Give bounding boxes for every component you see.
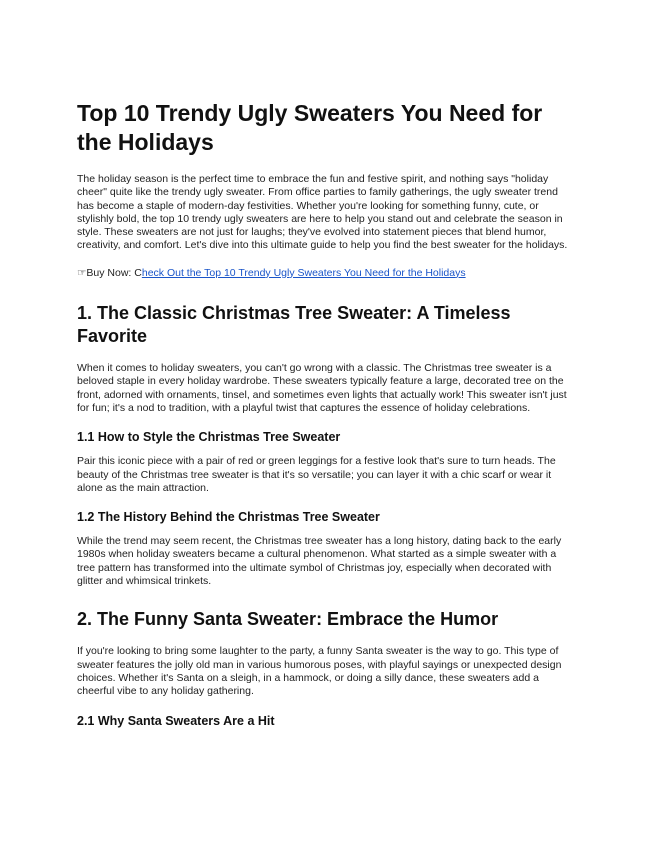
- section-body-2: If you're looking to bring some laughter to the party, a funny Santa sweater is the way to go. This type of sweater features the jolly old man in various humorous poses, with playful sayings or unexpected design choices. Whether it's Santa on a sleigh, in a hammock, or doing a silly dance, these sweaters add a cheerful vibe to any holiday gathering.: [77, 645, 562, 698]
- subsection-body-1-2: While the trend may seem recent, the Christmas tree sweater has a long history, dating back to the early 1980s when holiday sweaters became a cultural phenomenon. What started as a simple sweater with a tree pattern has transformed into the ultimate symbol of Christmas joy, especially when decorated with glitter and whimsical trinkets.: [77, 535, 562, 588]
- buy-now-line: [77, 267, 577, 280]
- subsection-body-1-1: Pair this iconic piece with a pair of red or green leggings for a festive look that's sure to turn heads. The beauty of the Christmas tree sweater is that it's so versatile; you can layer it with a chic scarf or wear it alone as the main attraction.: [77, 455, 556, 494]
- subsection-heading-2-1: 2.1 Why Santa Sweaters Are a Hit: [77, 713, 275, 728]
- buy-now-prefix: ☞Buy Now: C: [77, 266, 142, 279]
- subsection-heading-1-1: 1.1 How to Style the Christmas Tree Sweater: [77, 430, 341, 445]
- page-title: Top 10 Trendy Ugly Sweaters You Need for the Holidays: [77, 100, 543, 155]
- subsection-heading-1-2: 1.2 The History Behind the Christmas Tree Sweater: [77, 510, 380, 525]
- intro-paragraph: The holiday season is the perfect time to embrace the fun and festive spirit, and nothing says "holiday cheer" quite like the trendy ugly sweater. From office parties to family gatherings, the ugly sweater trend has become a staple of modern-day festivities. Whether you're looking for something funny, cute, or stylishly bold, the top 10 trendy ugly sweaters are here to help you stand out and celebrate the season in style. These sweaters are not just for laughs; they've evolved into statement pieces that blend humor, creativity, and comfort. Let's dive into this ultimate guide to help you find the best sweater for the holidays.: [77, 173, 568, 252]
- buy-now-link[interactable]: heck Out the Top 10 Trendy Ugly Sweaters You Need for the Holidays: [141, 266, 466, 279]
- section-body-1: When it comes to holiday sweaters, you can't go wrong with a classic. The Christmas tree sweater is a beloved staple in every holiday wardrobe. These sweaters typically feature a large, decorated tree on the front, adorned with ornaments, tinsel, and sometimes even lights that actually work! This sweater isn't just for fun; it's a nod to tradition, with a playful twist that captures the essence of holiday celebrations.: [77, 362, 567, 414]
- section-heading-1: 1. The Classic Christmas Tree Sweater: A Timeless Favorite: [77, 303, 511, 347]
- article: [77, 99, 577, 739]
- section-heading-2: 2. The Funny Santa Sweater: Embrace the Humor: [77, 609, 499, 630]
